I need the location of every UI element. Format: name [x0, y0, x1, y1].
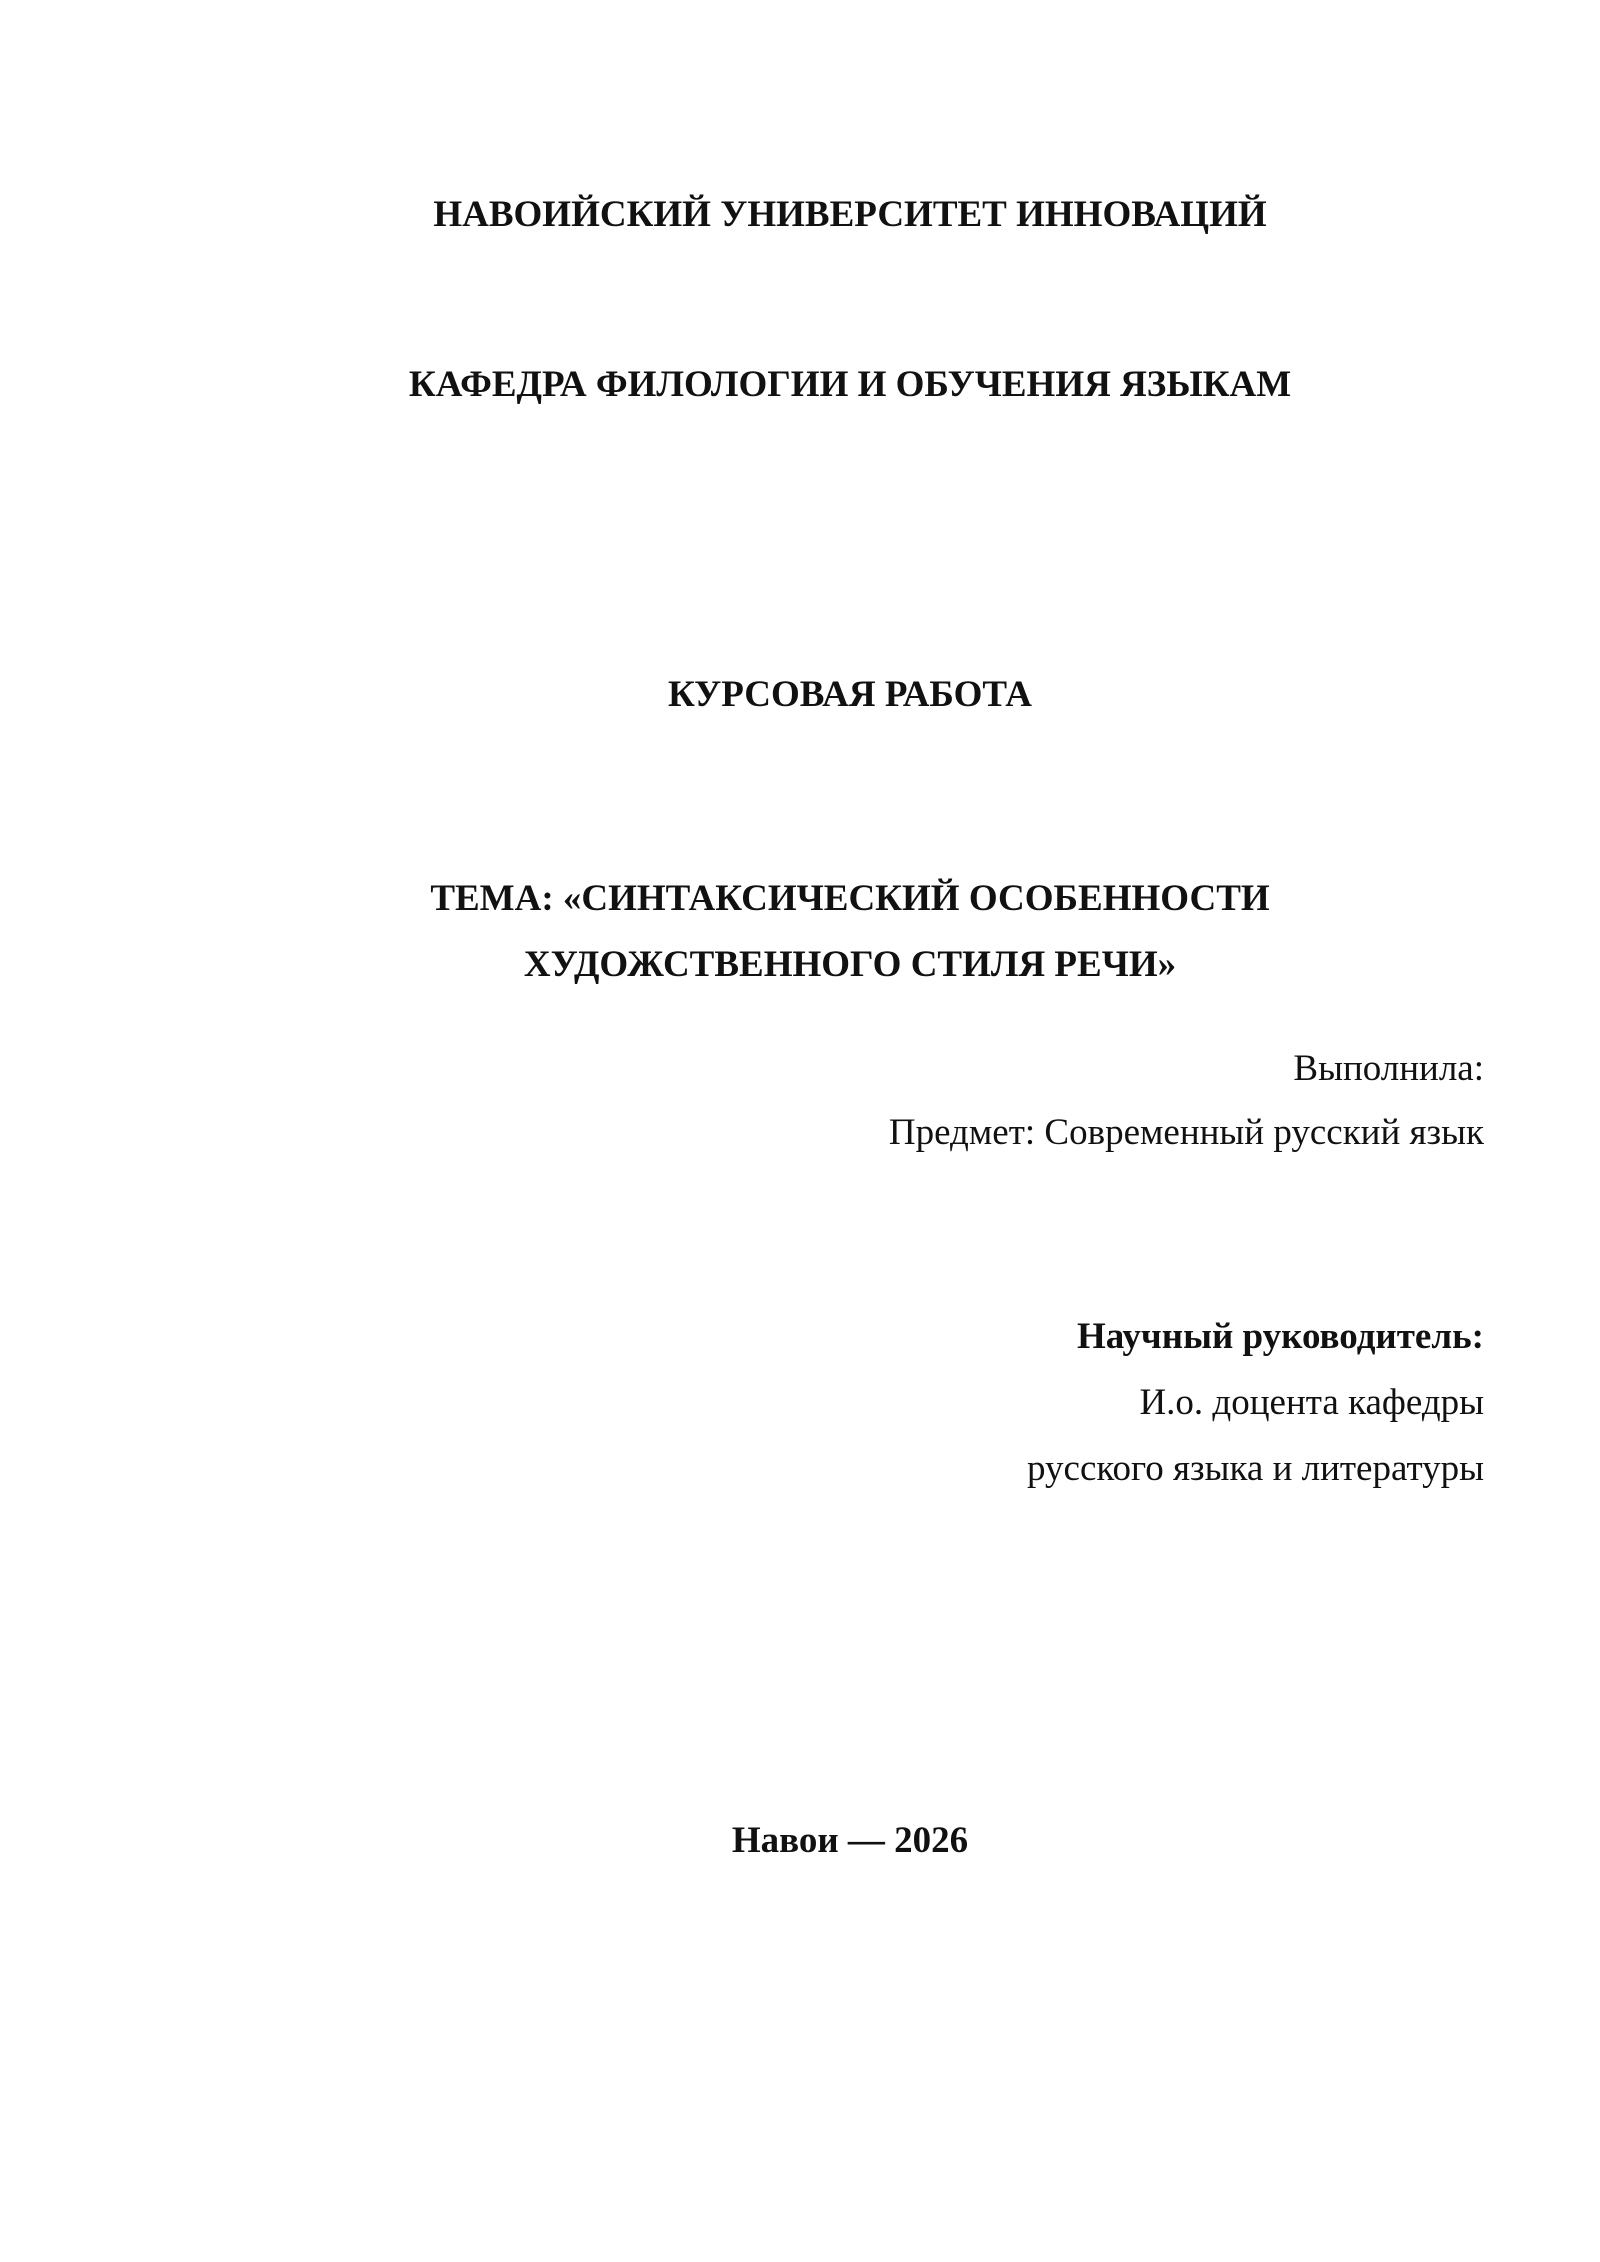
subject-line: Предмет: Современный русский язык: [888, 1112, 1484, 1153]
work-type-title: КУРСОВАЯ РАБОТА: [668, 674, 1032, 715]
place-year: Навои — 2026: [731, 1820, 969, 1861]
department-name: КАФЕДРА ФИЛОЛОГИИ И ОБУЧЕНИЯ ЯЗЫКАМ: [408, 364, 1292, 405]
supervisor-label: Научный руководитель:: [1077, 1316, 1484, 1357]
supervisor-position-line-2: русского языка и литературы: [1027, 1448, 1484, 1489]
topic-line-1: ТЕМА: «СИНТАКСИЧЕСКИЙ ОСОБЕННОСТИ: [430, 878, 1270, 919]
author-label: Выполнила:: [1293, 1048, 1484, 1089]
topic-line-2: ХУДОЖСТВЕННОГО СТИЛЯ РЕЧИ»: [523, 944, 1177, 985]
university-name: НАВОИЙСКИЙ УНИВЕРСИТЕТ ИННОВАЦИЙ: [433, 194, 1267, 235]
supervisor-position-line-1: И.о. доцента кафедры: [1139, 1382, 1484, 1423]
